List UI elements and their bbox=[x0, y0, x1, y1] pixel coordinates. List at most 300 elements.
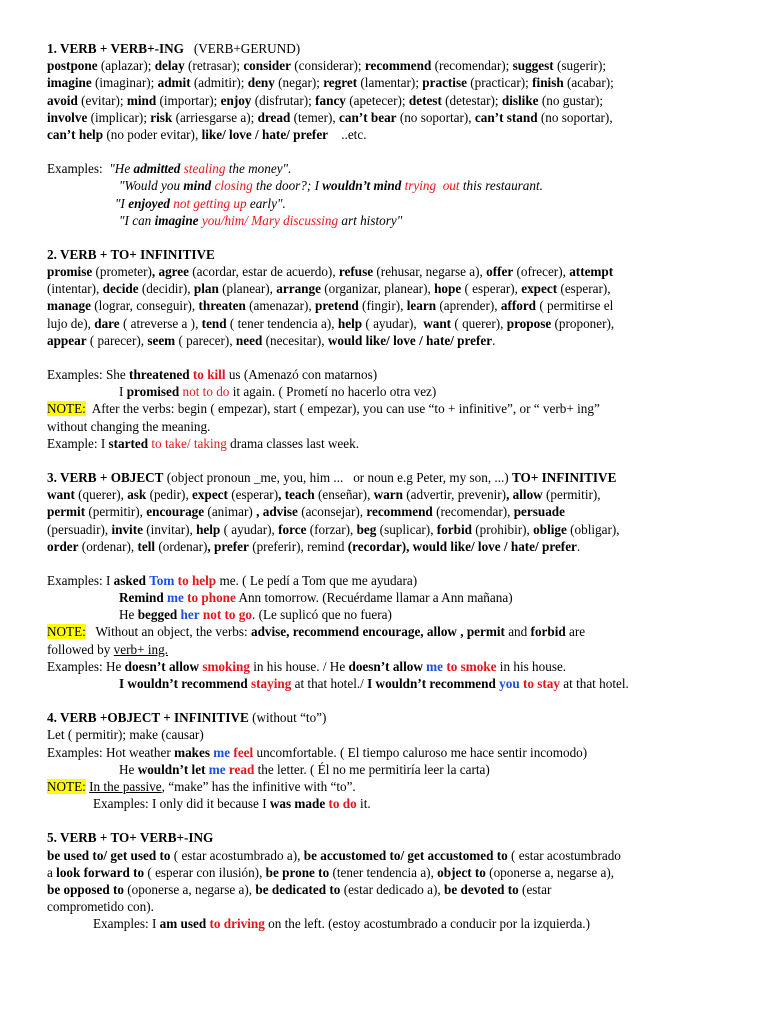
text-segment: postpone bbox=[47, 58, 98, 74]
text-segment: After the verbs: begin ( empezar), start ( empezar), you can use “to + infinitive”, or “ verb+ ing” bbox=[85, 401, 600, 417]
text-segment: ( ayudar), bbox=[220, 521, 279, 537]
text-segment: like/ love / hate/ prefer bbox=[201, 126, 329, 142]
text-segment: Ann tomorrow. (Recuérdame llamar a Ann mañana) bbox=[235, 590, 513, 606]
text-segment: ( estar acostumbrado bbox=[507, 847, 621, 863]
text-line bbox=[47, 263, 727, 280]
text-line bbox=[47, 829, 727, 846]
text-segment: drama classes last week. bbox=[226, 435, 360, 451]
text-segment: me bbox=[213, 744, 231, 760]
text-line bbox=[47, 658, 727, 675]
text-segment: was made bbox=[269, 796, 326, 812]
text-segment: (retrasar); bbox=[184, 58, 244, 74]
text-segment: (planear), bbox=[218, 281, 277, 297]
text-line bbox=[47, 538, 727, 555]
text-segment: (permitir), bbox=[85, 504, 147, 520]
text-segment: tell bbox=[137, 538, 156, 554]
paragraph-gap bbox=[47, 555, 727, 572]
text-segment: the money". bbox=[225, 161, 292, 177]
text-segment: doesn’t allow bbox=[348, 658, 423, 674]
text-segment: (lamentar); bbox=[357, 75, 423, 91]
paragraph-gap bbox=[47, 143, 727, 160]
paragraph-gap bbox=[47, 812, 727, 829]
text-segment: suggest bbox=[512, 58, 554, 74]
text-segment: uncomfortable. ( El tiempo caluroso me hace sentir incomodo) bbox=[253, 744, 588, 760]
text-segment: doesn’t allow bbox=[124, 658, 200, 674]
text-segment: lujo de), bbox=[47, 315, 95, 331]
text-segment: be used to/ get used to bbox=[47, 847, 171, 863]
text-line bbox=[47, 795, 727, 812]
text-segment: , prefer bbox=[207, 538, 249, 554]
text-segment: asked bbox=[113, 572, 146, 588]
text-segment: regret bbox=[323, 75, 358, 91]
text-segment: NOTE: bbox=[47, 624, 86, 640]
text-segment: (invitar), bbox=[142, 521, 197, 537]
text-segment: at that hotel. bbox=[559, 676, 629, 691]
text-segment: manage bbox=[47, 298, 91, 314]
text-segment: and bbox=[504, 624, 531, 640]
text-segment: expect bbox=[521, 281, 558, 297]
text-line bbox=[47, 641, 727, 658]
text-segment: makes bbox=[174, 744, 210, 760]
text-segment: delay bbox=[154, 58, 185, 74]
text-segment: (preferir), remind bbox=[248, 538, 348, 554]
text-segment: propose bbox=[506, 315, 552, 331]
text-line bbox=[47, 864, 727, 881]
text-segment: warn bbox=[373, 487, 403, 503]
text-segment: ( esperar con ilusión), bbox=[144, 864, 266, 880]
text-line bbox=[47, 623, 727, 640]
text-segment: consider bbox=[243, 58, 291, 74]
text-segment: are bbox=[565, 624, 586, 640]
text-segment: dare bbox=[94, 315, 120, 331]
text-segment: Examples: I bbox=[47, 572, 114, 588]
text-segment: look forward to bbox=[56, 864, 145, 880]
text-segment: early". bbox=[246, 195, 286, 211]
text-segment: ( ayudar), bbox=[362, 315, 424, 331]
text-segment: NOTE: bbox=[47, 778, 86, 794]
text-segment: Examples: He bbox=[47, 658, 125, 674]
text-segment: (prohibir), bbox=[471, 521, 534, 537]
text-segment: attempt bbox=[569, 264, 614, 280]
text-segment: (recomendar), bbox=[432, 504, 514, 520]
text-segment: He bbox=[119, 607, 138, 623]
text-segment: 1. VERB + VERB+-ING bbox=[47, 41, 184, 56]
text-segment: , allow bbox=[506, 487, 543, 503]
text-segment: encourage bbox=[146, 504, 205, 520]
text-segment: arrange bbox=[276, 281, 321, 297]
text-segment: I wouldn’t recommend bbox=[367, 676, 496, 691]
text-segment: (recomendar); bbox=[431, 58, 513, 74]
text-segment: started bbox=[108, 435, 149, 451]
text-segment: recommend bbox=[364, 58, 432, 74]
text-segment: (evitar); bbox=[77, 92, 127, 108]
text-segment: (persuadir), bbox=[47, 521, 112, 537]
text-segment: to smoke bbox=[446, 658, 497, 674]
text-segment: practise bbox=[422, 75, 467, 91]
text-line bbox=[47, 383, 727, 400]
text-segment: tend bbox=[201, 315, 227, 331]
text-segment: , “make” has the infinitive with “to”. bbox=[161, 778, 356, 794]
text-segment: In the passive bbox=[89, 778, 162, 794]
text-segment: you bbox=[499, 676, 520, 691]
text-segment: I wouldn’t recommend bbox=[119, 676, 248, 691]
text-segment: threaten bbox=[198, 298, 246, 314]
text-line bbox=[47, 315, 727, 332]
text-segment: (considerar); bbox=[290, 58, 365, 74]
text-segment: Examples: I only did it because I bbox=[93, 796, 270, 812]
text-segment: me bbox=[167, 590, 184, 606]
text-segment: (enseñar), bbox=[314, 487, 374, 503]
text-segment: (aconsejar), bbox=[297, 504, 367, 520]
text-segment: Let ( permitir); make (causar) bbox=[47, 727, 204, 743]
text-segment: ( atreverse a ), bbox=[119, 315, 202, 331]
text-segment: at that hotel./ bbox=[291, 676, 368, 691]
grammar-document bbox=[47, 40, 727, 932]
text-segment: object to bbox=[437, 864, 486, 880]
text-segment: want bbox=[47, 487, 75, 503]
text-segment: persuade bbox=[513, 504, 565, 520]
text-segment: Remind bbox=[119, 590, 164, 606]
text-segment: (acabar); bbox=[563, 75, 614, 91]
text-segment: hope bbox=[434, 281, 462, 297]
text-segment: oblige bbox=[533, 521, 567, 537]
text-segment: (oponerse a, negarse a), bbox=[485, 864, 615, 880]
text-line bbox=[47, 40, 727, 57]
text-segment: (lograr, conseguir), bbox=[90, 298, 199, 314]
text-segment: (aplazar); bbox=[97, 58, 155, 74]
text-segment: "I can bbox=[119, 212, 155, 228]
text-segment: art history" bbox=[338, 212, 403, 228]
text-segment: I bbox=[119, 384, 127, 400]
paragraph-gap bbox=[47, 452, 727, 469]
text-segment: comprometido con). bbox=[47, 899, 154, 915]
text-segment: recommend bbox=[366, 504, 433, 520]
text-line bbox=[47, 160, 727, 177]
text-segment: (fingir), bbox=[358, 298, 407, 314]
text-segment: it again. ( Prometí no hacerlo otra vez) bbox=[229, 384, 437, 400]
text-segment: smoking bbox=[202, 658, 250, 674]
text-segment: (no soportar), bbox=[537, 109, 613, 125]
text-segment: , teach bbox=[278, 487, 315, 503]
text-segment: (prometer) bbox=[92, 264, 152, 280]
text-segment: followed by bbox=[47, 641, 114, 657]
text-segment: ( querer), bbox=[451, 315, 507, 331]
text-line bbox=[47, 521, 727, 538]
text-segment: order bbox=[47, 538, 79, 554]
text-segment: seem bbox=[147, 332, 176, 348]
paragraph-gap bbox=[47, 692, 727, 709]
text-segment: (querer), bbox=[74, 487, 128, 503]
text-line bbox=[47, 195, 727, 212]
paragraph-gap bbox=[47, 229, 727, 246]
text-segment: ask bbox=[127, 487, 147, 503]
text-segment: He bbox=[119, 761, 138, 777]
text-segment: appear bbox=[47, 332, 87, 348]
text-segment: admit bbox=[157, 75, 191, 91]
text-segment: begged bbox=[137, 607, 178, 623]
text-segment: Tom bbox=[149, 572, 175, 588]
text-segment: enjoyed bbox=[128, 195, 170, 211]
text-segment: promise bbox=[47, 264, 93, 280]
text-line bbox=[47, 177, 727, 194]
text-line bbox=[47, 744, 727, 761]
text-segment: dread bbox=[257, 109, 291, 125]
text-segment: forbid bbox=[436, 521, 472, 537]
text-segment: her bbox=[180, 607, 200, 623]
text-segment: (implicar); bbox=[87, 109, 151, 125]
text-segment: "He bbox=[109, 161, 134, 177]
text-segment: (acordar, estar de acuerdo), bbox=[188, 264, 339, 280]
text-segment: (no soportar), bbox=[396, 109, 475, 125]
text-segment: refuse bbox=[338, 264, 374, 280]
text-segment: be dedicated to bbox=[255, 881, 341, 897]
text-segment: 5. VERB + TO+ VERB+-ING bbox=[47, 830, 214, 846]
text-segment: me bbox=[208, 761, 226, 777]
text-segment: (permitir), bbox=[542, 487, 601, 503]
text-segment: pretend bbox=[315, 298, 359, 314]
text-segment: wouldn’t let bbox=[137, 761, 206, 777]
text-line bbox=[47, 589, 727, 606]
text-segment: afford bbox=[500, 298, 537, 314]
text-segment: (ordenar) bbox=[155, 538, 208, 554]
text-segment: imagine bbox=[154, 212, 199, 228]
text-segment: (disfrutar); bbox=[251, 92, 316, 108]
text-segment: can’t help bbox=[47, 126, 104, 142]
text-line bbox=[47, 898, 727, 915]
text-segment: 4. VERB +OBJECT + INFINITIVE bbox=[47, 710, 249, 726]
text-segment: (arriesgarse a); bbox=[172, 109, 258, 125]
text-segment: threatened bbox=[129, 367, 190, 382]
text-segment: (estar bbox=[518, 881, 552, 897]
text-segment: deny bbox=[247, 75, 275, 91]
text-segment: (proponer), bbox=[551, 315, 615, 331]
text-segment: finish bbox=[532, 75, 564, 91]
text-line bbox=[47, 915, 727, 932]
text-segment: (negar); bbox=[274, 75, 324, 91]
text-segment: Examples: I bbox=[93, 916, 160, 932]
text-segment: need bbox=[235, 332, 263, 348]
text-segment: (esperar), bbox=[557, 281, 611, 297]
text-segment: (temer), bbox=[290, 109, 340, 125]
text-segment: (organizar, planear), bbox=[320, 281, 435, 297]
text-segment: avoid bbox=[47, 92, 78, 108]
text-line bbox=[47, 57, 727, 74]
text-segment: dislike bbox=[501, 92, 539, 108]
text-segment: Examples: She bbox=[47, 367, 130, 382]
text-segment: . (Le suplicó que no fuera) bbox=[251, 607, 392, 623]
text-segment: 3. VERB + OBJECT bbox=[47, 469, 164, 485]
text-line bbox=[47, 126, 727, 143]
text-segment: (importar); bbox=[156, 92, 221, 108]
text-segment: Without an object, the verbs: bbox=[85, 624, 251, 640]
text-segment: (forzar), bbox=[306, 521, 357, 537]
text-segment: TO+ INFINITIVE bbox=[512, 469, 617, 485]
text-line bbox=[47, 726, 727, 743]
text-segment: (obligar), bbox=[566, 521, 620, 537]
text-segment: you/him/ Mary discussing bbox=[201, 212, 339, 228]
text-segment: to stay bbox=[522, 676, 560, 691]
text-segment: (practicar); bbox=[466, 75, 533, 91]
text-segment: (intentar), bbox=[47, 281, 103, 297]
text-line bbox=[47, 297, 727, 314]
text-segment: (object pronoun _me, you, him ... or noun e.g Peter, my son, ...) bbox=[163, 469, 512, 485]
text-segment: (aprender), bbox=[436, 298, 501, 314]
text-segment: detest bbox=[408, 92, 442, 108]
text-segment: ..etc. bbox=[328, 126, 367, 142]
text-segment: help bbox=[337, 315, 363, 331]
text-segment: (decidir), bbox=[138, 281, 194, 297]
text-segment: forbid bbox=[530, 624, 566, 640]
text-segment: us (Amenazó con matarnos) bbox=[225, 367, 378, 382]
text-segment: NOTE: bbox=[47, 401, 86, 417]
text-line bbox=[47, 847, 727, 864]
text-segment: in his house. / He bbox=[249, 658, 349, 674]
text-line bbox=[47, 366, 727, 383]
text-segment: in his house. bbox=[496, 658, 567, 674]
text-segment: decide bbox=[102, 281, 139, 297]
text-segment: (apetecer); bbox=[345, 92, 409, 108]
text-segment: not getting up bbox=[173, 195, 247, 211]
text-segment: the letter. ( Él no me permitiría leer la carta) bbox=[254, 761, 490, 777]
text-segment: be devoted to bbox=[444, 881, 519, 897]
text-segment: (no gustar); bbox=[538, 92, 604, 108]
text-segment: trying out bbox=[404, 178, 460, 194]
text-segment: not to do bbox=[182, 384, 230, 400]
text-segment: can’t bear bbox=[339, 109, 397, 125]
text-segment: (esperar) bbox=[227, 487, 279, 503]
text-segment: read bbox=[228, 761, 255, 777]
text-segment: advise, recommend encourage, allow , permit bbox=[250, 624, 505, 640]
text-line bbox=[47, 486, 727, 503]
text-segment: (rehusar, negarse a), bbox=[373, 264, 487, 280]
text-segment: imagine bbox=[47, 75, 92, 91]
text-line bbox=[47, 469, 727, 486]
text-segment: promised bbox=[126, 384, 180, 400]
text-line bbox=[47, 212, 727, 229]
text-segment: involve bbox=[47, 109, 88, 125]
text-line bbox=[47, 709, 727, 726]
text-line bbox=[47, 572, 727, 589]
text-line bbox=[47, 435, 727, 452]
text-segment: verb+ ing. bbox=[113, 641, 168, 657]
text-segment: (pedir), bbox=[146, 487, 193, 503]
text-segment: ( tener tendencia a), bbox=[226, 315, 338, 331]
text-segment: me bbox=[426, 658, 444, 674]
text-line bbox=[47, 761, 727, 778]
text-segment: (ofrecer), bbox=[513, 264, 570, 280]
text-line bbox=[47, 280, 727, 297]
text-segment: . bbox=[492, 332, 496, 348]
text-segment: ( permitirse el bbox=[536, 298, 614, 314]
text-segment: (animar) bbox=[204, 504, 257, 520]
text-segment: closing bbox=[214, 178, 253, 194]
text-segment: (necesitar), bbox=[262, 332, 328, 348]
text-segment: to take/ taking bbox=[151, 435, 227, 451]
text-segment: (without “to”) bbox=[248, 710, 327, 726]
text-line bbox=[47, 881, 727, 898]
text-segment: Example: I bbox=[47, 435, 109, 451]
text-segment: (recordar), would like/ love / hate/ prefer bbox=[347, 538, 577, 554]
text-segment: , advise bbox=[256, 504, 298, 520]
text-segment: (suplicar), bbox=[376, 521, 437, 537]
text-segment: ( parecer), bbox=[175, 332, 236, 348]
text-segment: (ordenar), bbox=[78, 538, 138, 554]
text-line bbox=[47, 109, 727, 126]
text-segment: (detestar); bbox=[441, 92, 502, 108]
text-segment: want bbox=[423, 315, 452, 331]
text-line bbox=[47, 606, 727, 623]
text-segment: the door?; I bbox=[252, 178, 323, 194]
text-segment: a bbox=[47, 864, 57, 880]
text-segment: fancy bbox=[315, 92, 346, 108]
text-segment: staying bbox=[251, 676, 292, 691]
text-segment: mind bbox=[183, 178, 212, 194]
text-segment: force bbox=[278, 521, 307, 537]
text-segment: ( parecer), bbox=[86, 332, 148, 348]
text-segment: (amenazar), bbox=[245, 298, 316, 314]
text-segment: be accustomed to/ get accustomed to bbox=[303, 847, 508, 863]
text-line bbox=[47, 503, 727, 520]
text-segment: feel bbox=[233, 744, 254, 760]
text-segment: me. ( Le pedí a Tom que me ayudara) bbox=[216, 572, 418, 588]
text-segment: (advertir, prevenir) bbox=[402, 487, 507, 503]
text-segment: offer bbox=[486, 264, 514, 280]
text-segment: be opposed to bbox=[47, 881, 124, 897]
text-segment: without changing the meaning. bbox=[47, 418, 211, 434]
text-segment: this restaurant. bbox=[459, 178, 543, 194]
text-segment: 2. VERB + TO+ INFINITIVE bbox=[47, 246, 215, 262]
text-segment: risk bbox=[150, 109, 173, 125]
text-segment: "Would you bbox=[119, 178, 184, 194]
text-segment: admitted bbox=[133, 161, 181, 177]
text-line bbox=[47, 74, 727, 91]
text-segment: "I bbox=[115, 195, 129, 211]
text-segment: (tener tendencia a), bbox=[329, 864, 438, 880]
text-segment: (no poder evitar), bbox=[103, 126, 202, 142]
text-segment: Examples: Hot weather bbox=[47, 744, 175, 760]
text-segment: ( estar acostumbrado a), bbox=[170, 847, 304, 863]
text-segment: not to go bbox=[202, 607, 252, 623]
text-segment: enjoy bbox=[220, 92, 252, 108]
text-segment: , agree bbox=[151, 264, 189, 280]
text-segment: (estar dedicado a), bbox=[340, 881, 445, 897]
text-segment: . bbox=[576, 538, 581, 554]
text-segment: invite bbox=[111, 521, 143, 537]
text-line bbox=[47, 418, 727, 435]
text-segment: would like/ love / hate/ prefer bbox=[327, 332, 493, 348]
text-segment: (VERB+GERUND) bbox=[183, 41, 301, 56]
text-line bbox=[47, 332, 727, 349]
paragraph-gap bbox=[47, 349, 727, 366]
text-segment: plan bbox=[193, 281, 219, 297]
text-segment: to help bbox=[177, 572, 217, 588]
text-segment: (imaginar); bbox=[91, 75, 158, 91]
text-segment: wouldn’t mind bbox=[322, 178, 402, 194]
text-segment: permit bbox=[47, 504, 86, 520]
text-line bbox=[47, 675, 727, 692]
text-segment: (oponerse a, negarse a), bbox=[123, 881, 256, 897]
text-segment: to driving bbox=[209, 916, 265, 932]
text-segment: be prone to bbox=[265, 864, 330, 880]
text-segment: am used bbox=[159, 916, 207, 932]
text-segment: Examples: bbox=[47, 161, 110, 177]
text-segment: to kill bbox=[192, 367, 226, 382]
text-segment: help bbox=[196, 521, 221, 537]
text-segment: (sugerir); bbox=[553, 58, 607, 74]
text-segment: expect bbox=[192, 487, 228, 503]
text-segment: on the left. (estoy acostumbrado a conducir por la izquierda.) bbox=[264, 916, 590, 932]
text-segment: can’t stand bbox=[474, 109, 538, 125]
